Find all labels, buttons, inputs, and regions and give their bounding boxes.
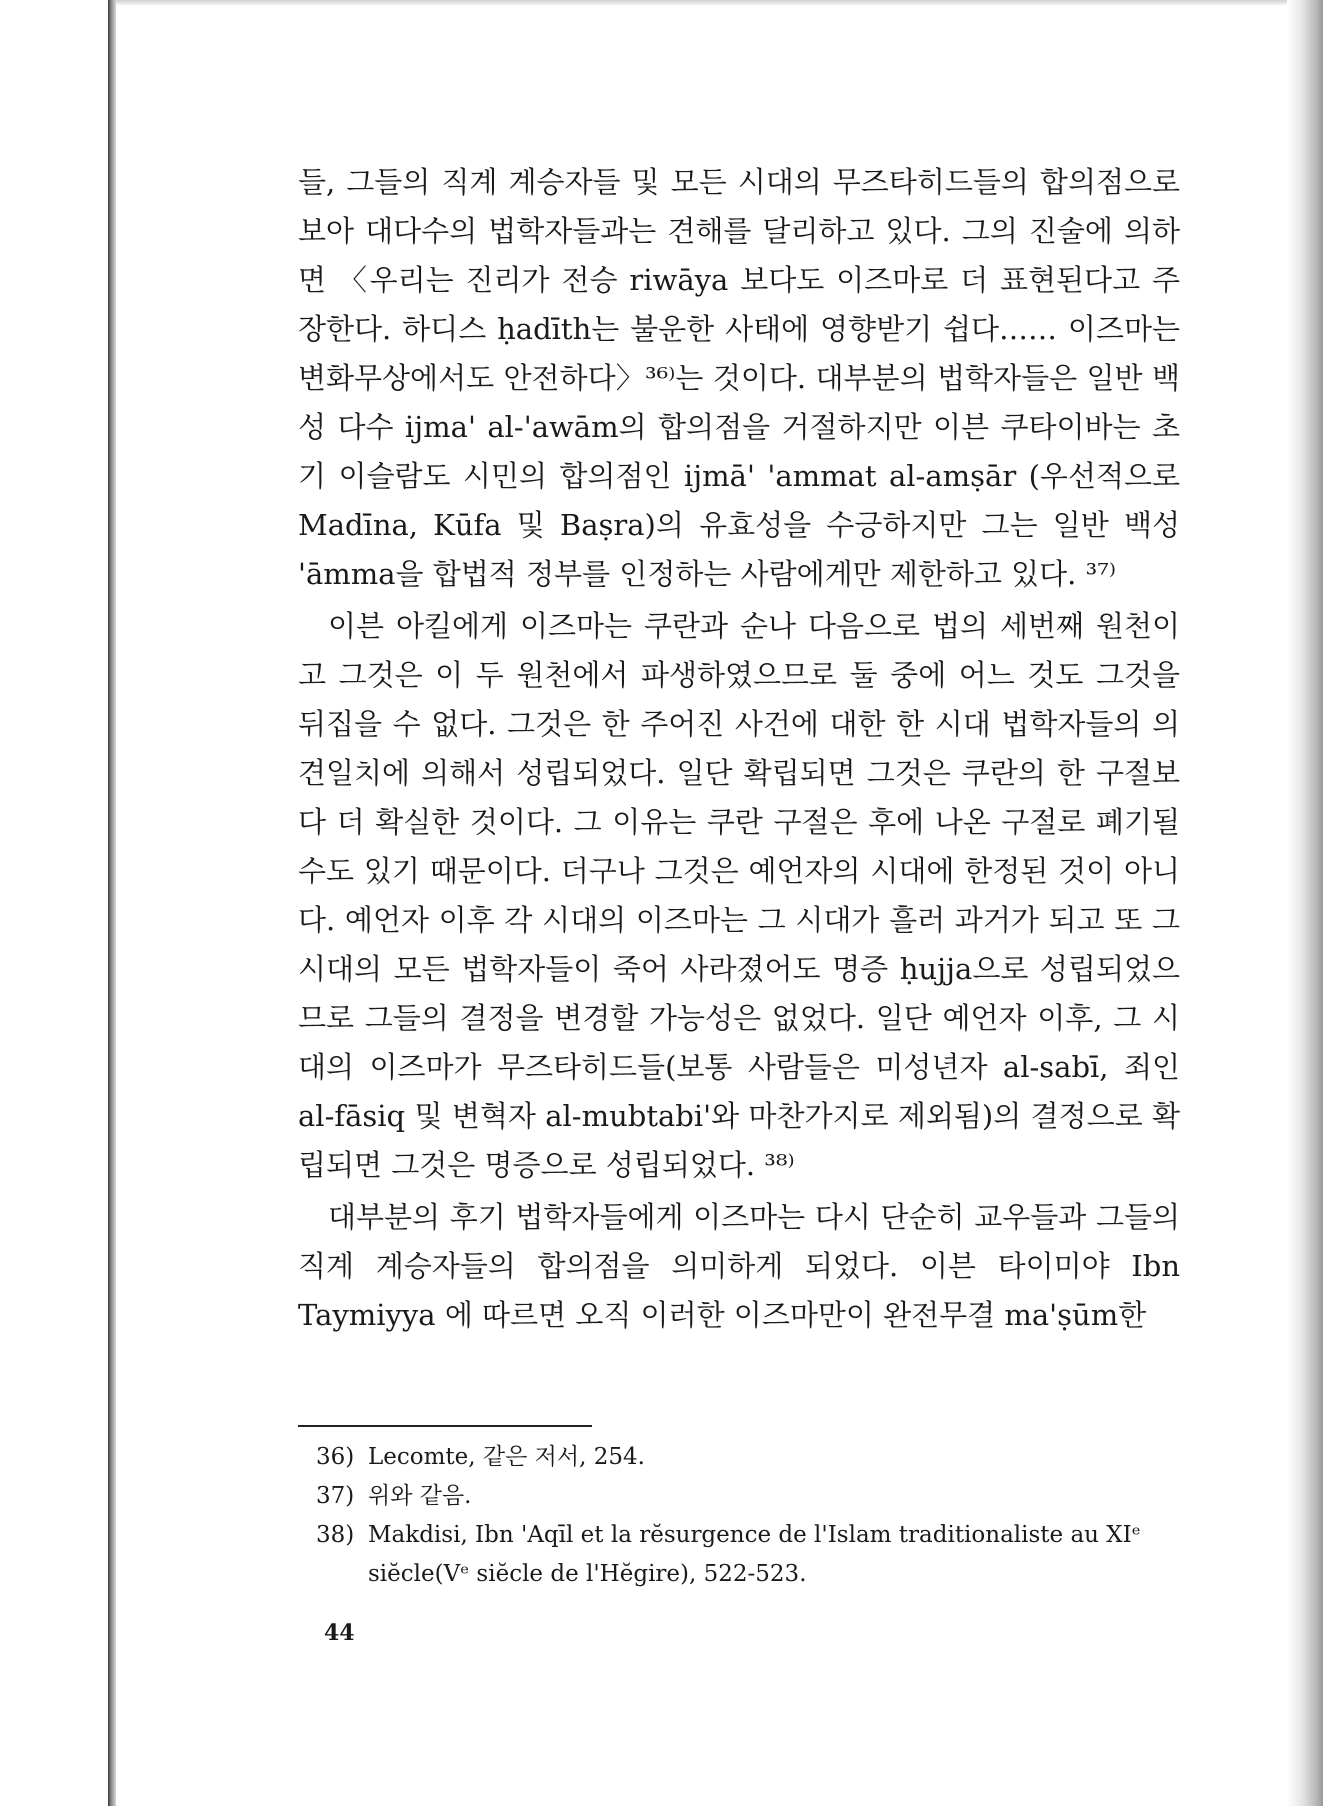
footnote-number: 37) <box>316 1483 355 1509</box>
paragraph-2: 이븐 아킬에게 이즈마는 쿠란과 순나 다음으로 법의 세번째 원천이고 그것은 이 두 원천에서 파생하였으므로 둘 중에 어느 것도 그것을 뒤집을 수 없다. 그것은 한 주어진 사건에 대한 한 시대 법학자들의 의견일치에 의해서 성립되었다. 일단 확립되면 그것은 쿠란의 한 구절보다 더 확실한 것이다. 그 이유는 쿠란 구절은 후에 나온 구절로 폐기될 수도 있기 때문이다. 더구나 그것은 예언자의 시대에 한정된 것이 아니다. 예언자 이후 각 시대의 이즈마는 그 시대가 흘러 과거가 되고 또 그 시대의 모든 법학자들이 죽어 사라졌어도 명증 ḥujja으로 성립되었으므로 그들의 결정을 변경할 가능성은 없었다. 일단 예언자 이후, 그 시대의 이즈마가 무즈타히드들(보통 사람들은 미성년자 al-sabī, 죄인 al-fāsiq 및 변혁자 al-mubtabi'와 마찬가지로 제외됨)의 결정으로 확립되면 그것은 명증으로 성립되었다. ³⁸⁾ <box>298 609 1180 1182</box>
paragraph-3: 대부분의 후기 법학자들에게 이즈마는 다시 단순히 교우들과 그들의 직계 계승자들의 합의점을 의미하게 되었다. 이븐 타이미야 Ibn Taymiyya 에 따르면 오직 이러한 이즈마만이 완전무결 ma'ṣūm한 <box>298 1200 1180 1332</box>
page-top-shadow <box>116 0 1287 6</box>
footnote-38 <box>316 1516 1182 1594</box>
footnote-number: 38) <box>316 1522 355 1548</box>
book-spine-shadow <box>108 0 116 1806</box>
footnote-text: 위와 같음. <box>368 1483 472 1509</box>
footnotes <box>316 1438 1182 1594</box>
footnote-36 <box>316 1438 1182 1477</box>
footnote-37 <box>316 1477 1182 1516</box>
page-curl-shadow <box>1287 0 1323 1806</box>
body-text <box>298 158 1180 1340</box>
page-number: 44 <box>324 1620 355 1646</box>
footnote-text: Lecomte, 같은 저서, 254. <box>368 1444 645 1470</box>
footnote-divider <box>298 1425 592 1427</box>
footnote-text: Makdisi, Ibn 'Aqīl et la rĕsurgence de l'Islam traditionaliste au XIᵉ siĕcle(Vᵉ siĕcle de l'Hĕgire), 522-523. <box>368 1522 1141 1587</box>
footnote-number: 36) <box>316 1444 355 1470</box>
paragraph-1: 들, 그들의 직계 계승자들 및 모든 시대의 무즈타히드들의 합의점으로 보아 대다수의 법학자들과는 견해를 달리하고 있다. 그의 진술에 의하면 〈우리는 진리가 전승 riwāya 보다도 이즈마로 더 표현된다고 주장한다. 하디스 ḥadīth는 불운한 사태에 영향받기 쉽다…… 이즈마는 변화무상에서도 안전하다〉³⁶⁾는 것이다. 대부분의 법학자들은 일반 백성 다수 ijma' al-'awām의 합의점을 거절하지만 이븐 쿠타이바는 초기 이슬람도 시민의 합의점인 ijmā' 'ammat al-amṣār (우선적으로 Madīna, Kūfa 및 Baṣra)의 유효성을 수긍하지만 그는 일반 백성 'āmma을 합법적 정부를 인정하는 사람에게만 제한하고 있다. ³⁷⁾ <box>298 165 1180 591</box>
